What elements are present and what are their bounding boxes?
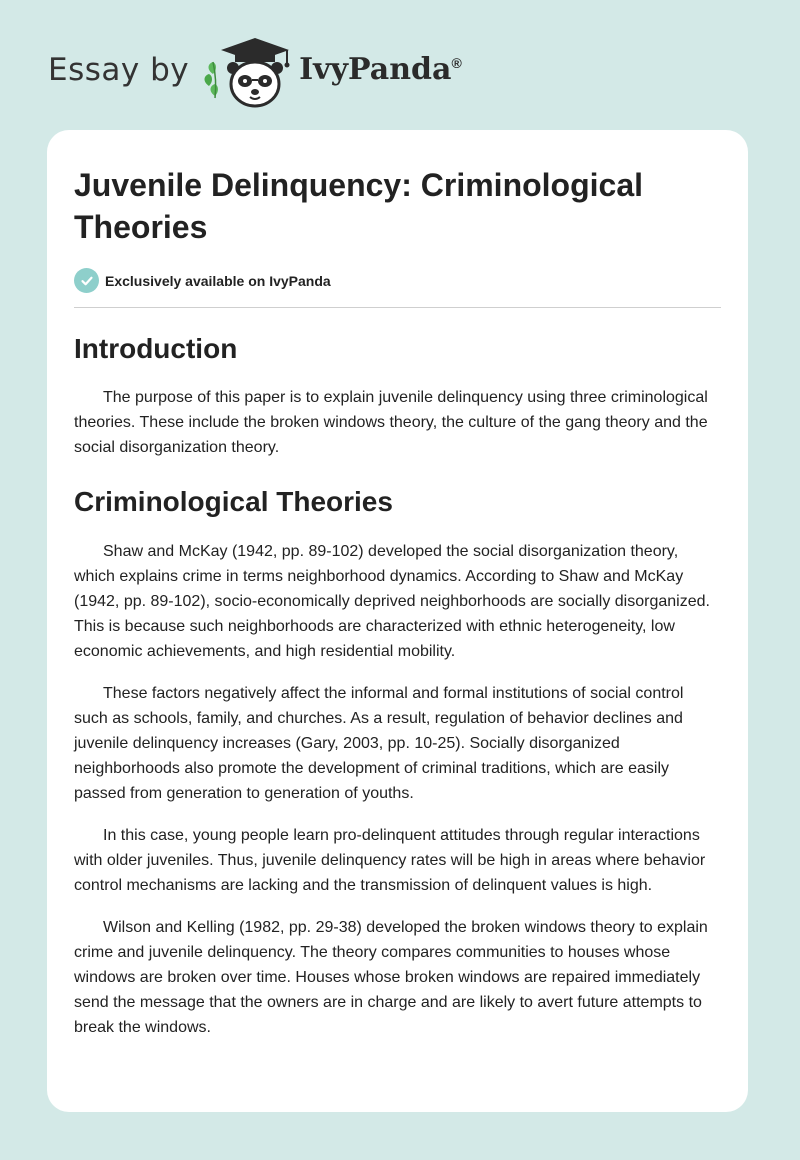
paragraph: Wilson and Kelling (1982, pp. 29-38) developed the broken windows theory to explain crime and juvenile delinquency. The theory compares communities to houses whose windows are broken over time. Houses whose broken windows are repaired immediately send the message that the owners are in charge and are likely to avert future attempts to break the windows. — [74, 919, 708, 1036]
exclusive-label: Exclusively available on IvyPanda — [105, 272, 331, 289]
paragraph: Shaw and McKay (1942, pp. 89-102) developed the social disorganization theory, which explains crime in terms neighborhood dynamics. According to Shaw and McKay (1942, pp. 89-102), socio-economically deprived neighborhoods are socially disorganized. This is because such neighborhoods are characterized with ethnic heterogeneity, low economic achievements, and high residential mobility. — [74, 543, 710, 660]
page-title: Juvenile Delinquency: Criminological Theories — [74, 167, 644, 245]
section-heading-criminological-theories: Criminological Theories — [74, 486, 393, 517]
paragraph: These factors negatively affect the informal and formal institutions of social control such as schools, family, and churches. As a result, regulation of behavior declines and juvenile delinquency increases (Gary, 2003, pp. 10-25). Socially disorganized neighborhoods also promote the development of criminal traditions, which are easily passed from generation to generation of youths. — [74, 685, 684, 802]
essay-by-label: Essay by — [48, 52, 190, 88]
panda-logo-icon[interactable] — [203, 34, 295, 110]
brand-name[interactable]: IvyPanda® — [299, 51, 462, 87]
paragraph: The purpose of this paper is to explain juvenile delinquency using three criminological theories. These include the broken windows theory, the culture of the gang theory and the social disorganization theory. — [74, 389, 708, 456]
section-heading-introduction: Introduction — [74, 333, 238, 364]
site-header — [48, 34, 462, 110]
paragraph: In this case, young people learn pro-delinquent attitudes through regular interactions with older juveniles. Thus, juvenile delinquency rates will be high in areas where behavior control mechanisms are lacking and the transmission of delinquent values is high. — [74, 827, 706, 894]
registered-mark: ® — [451, 54, 462, 71]
ivy-leaf-icon — [205, 62, 219, 98]
exclusive-badge — [74, 268, 721, 308]
check-icon — [74, 268, 99, 293]
essay-card — [47, 130, 748, 1112]
